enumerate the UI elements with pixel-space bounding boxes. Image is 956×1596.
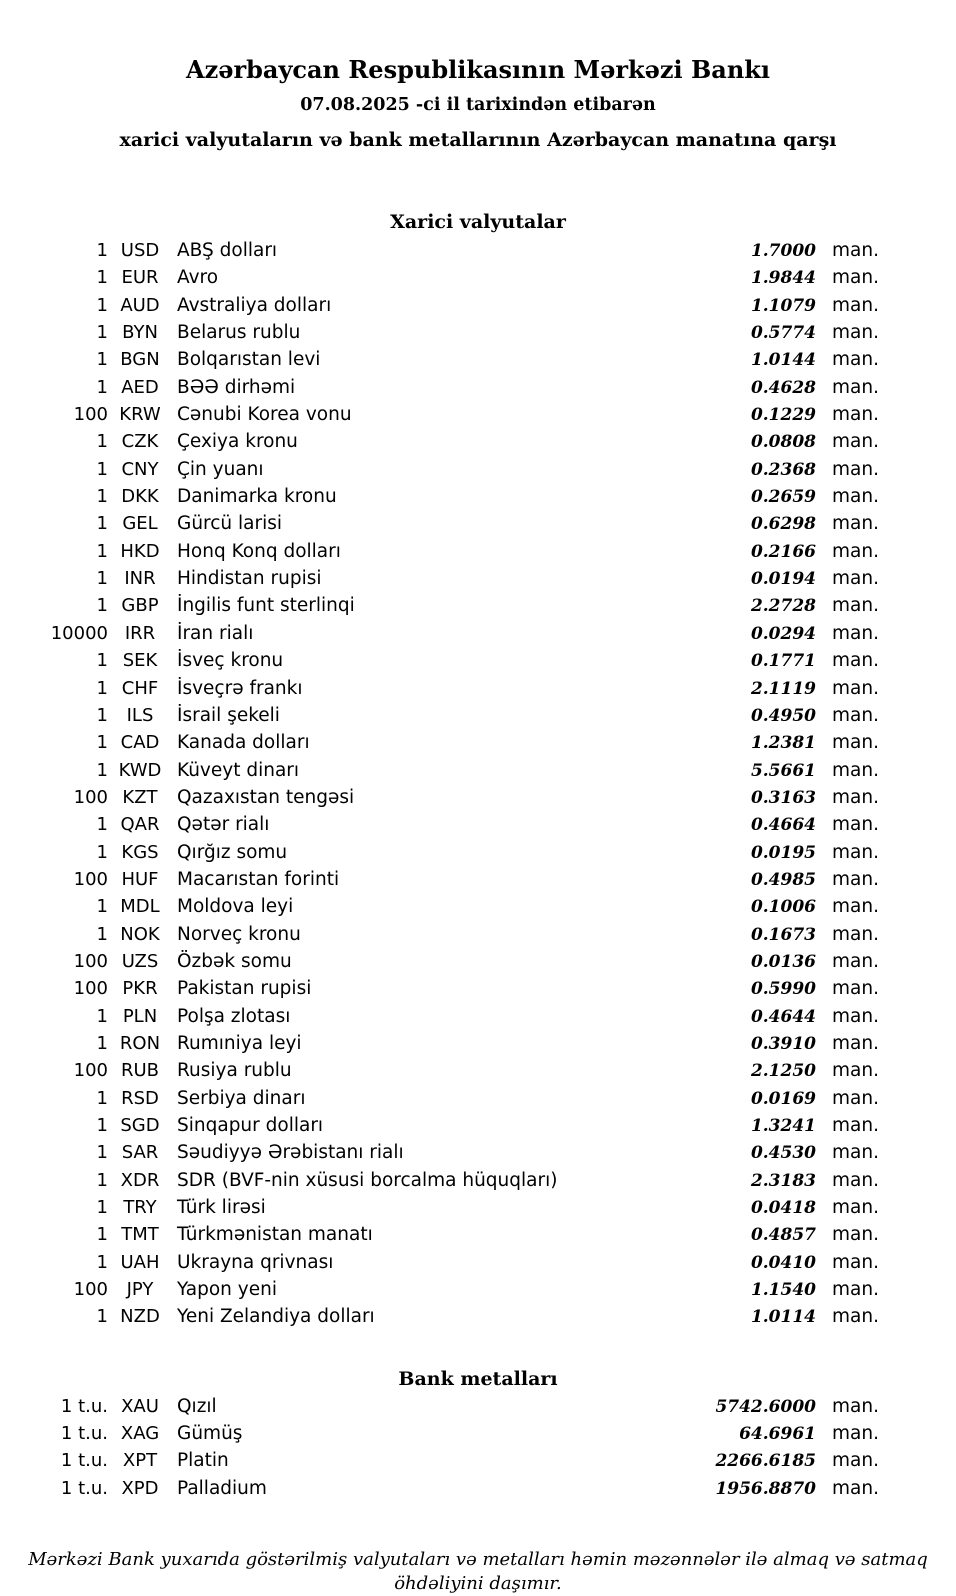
currency-name-cell: Qırğız somu bbox=[177, 841, 288, 863]
currency-code-cell: RSD bbox=[121, 1087, 159, 1109]
currency-code-cell: ILS bbox=[126, 704, 154, 726]
currency-name-cell: Çin yuanı bbox=[177, 458, 264, 480]
currency-code-cell: RON bbox=[119, 1032, 161, 1054]
unit-label-cell: man. bbox=[832, 1087, 879, 1109]
currency-name-cell: Rumıniya leyi bbox=[177, 1032, 302, 1054]
currency-name-cell: Platin bbox=[177, 1450, 229, 1472]
quantity-cell: 1 bbox=[96, 1032, 108, 1054]
unit-label-cell: man. bbox=[832, 923, 879, 945]
quantity-cell: 1 bbox=[96, 349, 108, 371]
currency-code-cell: SGD bbox=[120, 1115, 160, 1136]
currency-code-cell: HUF bbox=[121, 868, 159, 890]
unit-label-cell: man. bbox=[832, 1169, 879, 1191]
currency-code-cell: USD bbox=[120, 240, 160, 261]
quantity-cell: 1 bbox=[96, 923, 108, 945]
currency-name-cell: Gürcü larisi bbox=[177, 513, 283, 535]
currency-code-cell: PKR bbox=[122, 978, 158, 1000]
rate-value-cell: 0.2368 bbox=[750, 459, 816, 480]
currency-code-cell: AUD bbox=[120, 294, 160, 316]
unit-label-cell: man. bbox=[832, 322, 879, 344]
currency-code-cell: GEL bbox=[122, 513, 158, 535]
quantity-cell: 1 bbox=[96, 458, 108, 480]
page-title: Azərbaycan Respublikasının Mərkəzi Bankı bbox=[185, 55, 771, 84]
quantity-cell: 100 bbox=[73, 1279, 108, 1301]
quantity-cell: 10000 bbox=[50, 622, 108, 644]
rate-value-cell: 1.0144 bbox=[750, 350, 816, 371]
table-row bbox=[38, 1194, 878, 1221]
currency-code-cell: TMT bbox=[121, 1224, 159, 1246]
table-row bbox=[38, 1003, 878, 1030]
rate-value-cell: 0.2659 bbox=[750, 487, 816, 508]
currency-name-cell: Pakistan rupisi bbox=[177, 978, 312, 1000]
currency-name-cell: Cənubi Korea vonu bbox=[177, 404, 352, 426]
quantity-cell: 1 bbox=[96, 1197, 108, 1219]
currency-name-cell: Səudiyyə Ərəbistanı rialı bbox=[177, 1142, 404, 1164]
rate-value-cell: 0.3910 bbox=[750, 1033, 816, 1054]
rate-value-cell: 2.3183 bbox=[750, 1170, 816, 1191]
currency-name-cell: İsveç kronu bbox=[177, 650, 284, 672]
quantity-cell: 1 bbox=[96, 650, 108, 672]
currency-name-cell: Ukrayna qrivnası bbox=[177, 1251, 334, 1273]
table-row bbox=[38, 319, 878, 346]
rate-value-cell: 2.2728 bbox=[750, 596, 816, 617]
rate-value-cell: 64.6961 bbox=[739, 1424, 816, 1445]
table-row bbox=[38, 565, 878, 592]
currency-name-cell: BƏƏ dirhəmi bbox=[177, 376, 296, 398]
currency-code-cell: CHF bbox=[121, 677, 159, 699]
quantity-cell: 1 bbox=[96, 240, 108, 261]
unit-label-cell: man. bbox=[832, 732, 879, 754]
currency-name-cell: Polşa zlotası bbox=[177, 1005, 291, 1027]
rate-value-cell: 1.3241 bbox=[750, 1116, 816, 1136]
unit-label-cell: man. bbox=[832, 267, 879, 289]
currency-name-cell: Honq Konq dolları bbox=[177, 540, 341, 562]
table-row bbox=[38, 264, 878, 291]
quantity-cell: 1 bbox=[96, 540, 108, 562]
rate-value-cell: 2266.6185 bbox=[715, 1451, 816, 1472]
currency-name-cell: Türk lirəsi bbox=[177, 1197, 266, 1219]
quantity-cell: 1 bbox=[96, 814, 108, 836]
rate-value-cell: 0.0808 bbox=[750, 432, 816, 453]
table-row bbox=[38, 729, 878, 756]
quantity-cell: 1 bbox=[96, 294, 108, 316]
currencies-table bbox=[38, 237, 878, 1331]
currency-code-cell: CZK bbox=[121, 431, 159, 453]
currency-name-cell: İsveçrə frankı bbox=[177, 677, 303, 699]
unit-label-cell: man. bbox=[832, 896, 879, 918]
table-row bbox=[38, 948, 878, 975]
document-header bbox=[0, 0, 956, 152]
rate-value-cell: 5.5661 bbox=[750, 760, 816, 781]
rate-value-cell: 0.1771 bbox=[750, 651, 816, 672]
currency-code-cell: HKD bbox=[120, 540, 160, 562]
unit-label-cell: man. bbox=[832, 1423, 879, 1445]
currency-name-cell: Avstraliya dolları bbox=[177, 294, 332, 316]
unit-label-cell: man. bbox=[832, 1032, 879, 1054]
unit-label-cell: man. bbox=[832, 978, 879, 1000]
table-row bbox=[38, 1167, 878, 1194]
section-heading-metals: Bank metalları bbox=[398, 1367, 558, 1390]
currency-name-cell: ABŞ dolları bbox=[177, 240, 278, 261]
rate-value-cell: 0.1673 bbox=[750, 924, 816, 945]
rate-value-cell: 0.0294 bbox=[750, 623, 816, 644]
currency-name-cell: Moldova leyi bbox=[177, 896, 294, 918]
table-row bbox=[38, 1030, 878, 1057]
currency-code-cell: RUB bbox=[120, 1060, 160, 1082]
currency-code-cell: NOK bbox=[120, 923, 160, 945]
table-row bbox=[38, 1085, 878, 1112]
rate-value-cell: 0.0410 bbox=[750, 1252, 816, 1273]
rate-value-cell: 0.4857 bbox=[750, 1225, 816, 1246]
unit-label-cell: man. bbox=[832, 677, 879, 699]
footer-note: Mərkəzi Bank yuxarıda göstərilmiş valyutaları və metalları həmin məzənnələr ilə almaq və satmaq öhdəliyini daşımır. bbox=[28, 1549, 928, 1595]
currency-name-cell: Çexiya kronu bbox=[177, 431, 298, 453]
rate-value-cell: 0.4628 bbox=[750, 377, 816, 398]
table-row bbox=[38, 346, 878, 373]
currency-code-cell: QAR bbox=[120, 814, 160, 836]
unit-label-cell: man. bbox=[832, 1251, 879, 1273]
currency-code-cell: DKK bbox=[121, 486, 159, 508]
rate-value-cell: 5742.6000 bbox=[715, 1396, 816, 1417]
currency-name-cell: Serbiya dinarı bbox=[177, 1087, 306, 1109]
unit-label-cell: man. bbox=[832, 294, 879, 316]
quantity-cell: 1 t.u. bbox=[60, 1395, 108, 1417]
currency-name-cell: Türkmənistan manatı bbox=[177, 1224, 373, 1246]
unit-label-cell: man. bbox=[832, 376, 879, 398]
quantity-cell: 1 bbox=[96, 732, 108, 754]
quantity-cell: 1 t.u. bbox=[60, 1450, 108, 1472]
unit-label-cell: man. bbox=[832, 458, 879, 480]
unit-label-cell: man. bbox=[832, 1477, 879, 1499]
currency-code-cell: MDL bbox=[120, 896, 160, 918]
currency-name-cell: İngilis funt sterlinqi bbox=[177, 595, 355, 617]
unit-label-cell: man. bbox=[832, 786, 879, 808]
rate-value-cell: 0.5990 bbox=[750, 979, 816, 1000]
table-row bbox=[38, 647, 878, 674]
unit-label-cell: man. bbox=[832, 704, 879, 726]
currency-name-cell: Yeni Zelandiya dolları bbox=[177, 1306, 375, 1328]
currency-code-cell: KRW bbox=[119, 404, 161, 426]
table-row bbox=[38, 292, 878, 319]
table-row bbox=[38, 1420, 878, 1447]
table-row bbox=[38, 784, 878, 811]
unit-label-cell: man. bbox=[832, 1450, 879, 1472]
quantity-cell: 100 bbox=[73, 868, 108, 890]
rate-value-cell: 1.7000 bbox=[750, 241, 816, 261]
table-row bbox=[38, 620, 878, 647]
unit-label-cell: man. bbox=[832, 1142, 879, 1164]
subtitle: xarici valyutaların və bank metallarının Azərbaycan manatına qarşı bbox=[119, 129, 837, 151]
unit-label-cell: man. bbox=[832, 513, 879, 535]
rate-value-cell: 2.1250 bbox=[750, 1061, 816, 1082]
currency-code-cell: NZD bbox=[120, 1306, 160, 1328]
currency-code-cell: SAR bbox=[121, 1142, 159, 1164]
currency-code-cell: XDR bbox=[120, 1169, 160, 1191]
unit-label-cell: man. bbox=[832, 1224, 879, 1246]
rate-value-cell: 0.0169 bbox=[750, 1088, 816, 1109]
rate-value-cell: 1.9844 bbox=[750, 268, 816, 289]
unit-label-cell: man. bbox=[832, 814, 879, 836]
currency-code-cell: INR bbox=[124, 568, 156, 590]
unit-label-cell: man. bbox=[832, 349, 879, 371]
unit-label-cell: man. bbox=[832, 486, 879, 508]
unit-label-cell: man. bbox=[832, 431, 879, 453]
currency-code-cell: PLN bbox=[122, 1005, 158, 1027]
quantity-cell: 1 bbox=[96, 1251, 108, 1273]
table-row bbox=[38, 702, 878, 729]
currency-name-cell: Gümüş bbox=[177, 1423, 243, 1445]
currency-name-cell: İsrail şekeli bbox=[177, 704, 280, 726]
rate-value-cell: 0.1229 bbox=[750, 405, 816, 426]
currency-code-cell: JPY bbox=[126, 1279, 154, 1301]
rate-value-cell: 2.1119 bbox=[750, 678, 816, 699]
table-row bbox=[38, 811, 878, 838]
currency-code-cell: AED bbox=[121, 376, 159, 398]
quantity-cell: 1 bbox=[96, 1142, 108, 1164]
rate-value-cell: 1.2381 bbox=[750, 733, 816, 754]
rate-value-cell: 0.6298 bbox=[750, 514, 816, 535]
currency-code-cell: XAG bbox=[120, 1423, 160, 1445]
quantity-cell: 1 t.u. bbox=[60, 1477, 108, 1499]
quantity-cell: 1 bbox=[96, 896, 108, 918]
quantity-cell: 1 bbox=[96, 1306, 108, 1328]
unit-label-cell: man. bbox=[832, 622, 879, 644]
rate-value-cell: 0.3163 bbox=[750, 787, 816, 808]
currency-name-cell: Avro bbox=[177, 267, 219, 289]
rate-value-cell: 0.1006 bbox=[750, 897, 816, 918]
currency-name-cell: Macarıstan forinti bbox=[177, 868, 340, 890]
currency-code-cell: XPD bbox=[121, 1477, 159, 1499]
metals-table bbox=[38, 1393, 878, 1502]
unit-label-cell: man. bbox=[832, 1115, 879, 1136]
rate-value-cell: 0.5774 bbox=[750, 323, 816, 344]
quantity-cell: 1 bbox=[96, 1115, 108, 1136]
quantity-cell: 1 bbox=[96, 1169, 108, 1191]
quantity-cell: 100 bbox=[73, 978, 108, 1000]
currency-name-cell: Qətər rialı bbox=[177, 814, 270, 836]
currency-name-cell: Danimarka kronu bbox=[177, 486, 337, 508]
table-row bbox=[38, 839, 878, 866]
table-row bbox=[38, 893, 878, 920]
rate-value-cell: 0.4644 bbox=[750, 1006, 816, 1027]
table-row bbox=[38, 456, 878, 483]
unit-label-cell: man. bbox=[832, 650, 879, 672]
quantity-cell: 100 bbox=[73, 786, 108, 808]
currency-code-cell: SEK bbox=[122, 650, 158, 672]
unit-label-cell: man. bbox=[832, 1060, 879, 1082]
currency-code-cell: KGS bbox=[121, 841, 159, 863]
table-row bbox=[38, 1057, 878, 1084]
quantity-cell: 1 bbox=[96, 704, 108, 726]
currency-name-cell: İran rialı bbox=[177, 622, 254, 644]
table-row bbox=[38, 1393, 878, 1420]
currency-name-cell: Özbək somu bbox=[177, 950, 292, 972]
rate-value-cell: 0.4985 bbox=[750, 869, 816, 890]
table-row bbox=[38, 1475, 878, 1502]
quantity-cell: 1 t.u. bbox=[60, 1423, 108, 1445]
currency-name-cell: Hindistan rupisi bbox=[177, 568, 322, 590]
rate-value-cell: 1.1540 bbox=[750, 1280, 816, 1301]
currency-code-cell: BGN bbox=[120, 349, 160, 371]
currency-code-cell: XAU bbox=[121, 1395, 159, 1417]
unit-label-cell: man. bbox=[832, 1279, 879, 1301]
currency-name-cell: Küveyt dinarı bbox=[177, 759, 300, 781]
rate-value-cell: 0.0418 bbox=[750, 1198, 816, 1219]
table-row bbox=[38, 1303, 878, 1330]
unit-label-cell: man. bbox=[832, 404, 879, 426]
currency-name-cell: Kanada dolları bbox=[177, 732, 310, 754]
quantity-cell: 1 bbox=[96, 1005, 108, 1027]
quantity-cell: 100 bbox=[73, 950, 108, 972]
currency-name-cell: Norveç kronu bbox=[177, 923, 301, 945]
rate-value-cell: 1956.8870 bbox=[715, 1478, 816, 1499]
quantity-cell: 1 bbox=[96, 513, 108, 535]
unit-label-cell: man. bbox=[832, 595, 879, 617]
quantity-cell: 1 bbox=[96, 486, 108, 508]
quantity-cell: 100 bbox=[73, 404, 108, 426]
rate-value-cell: 0.4950 bbox=[750, 705, 816, 726]
currency-code-cell: BYN bbox=[122, 322, 158, 344]
quantity-cell: 1 bbox=[96, 431, 108, 453]
unit-label-cell: man. bbox=[832, 1395, 879, 1417]
unit-label-cell: man. bbox=[832, 841, 879, 863]
table-row bbox=[38, 1276, 878, 1303]
unit-label-cell: man. bbox=[832, 240, 879, 261]
quantity-cell: 1 bbox=[96, 1087, 108, 1109]
currency-code-cell: CAD bbox=[120, 732, 160, 754]
table-row bbox=[38, 510, 878, 537]
currency-name-cell: Palladium bbox=[177, 1477, 267, 1499]
table-row bbox=[38, 374, 878, 401]
unit-label-cell: man. bbox=[832, 759, 879, 781]
table-row bbox=[38, 975, 878, 1002]
currency-code-cell: XPT bbox=[122, 1450, 158, 1472]
currency-name-cell: Sinqapur dolları bbox=[177, 1115, 324, 1136]
rate-value-cell: 1.1079 bbox=[750, 295, 816, 316]
table-row bbox=[38, 428, 878, 455]
quantity-cell: 1 bbox=[96, 322, 108, 344]
table-row bbox=[38, 1249, 878, 1276]
rate-value-cell: 0.4530 bbox=[750, 1143, 816, 1164]
quantity-cell: 1 bbox=[96, 759, 108, 781]
currency-code-cell: TRY bbox=[123, 1197, 157, 1219]
rate-value-cell: 0.4664 bbox=[750, 815, 816, 836]
currency-code-cell: EUR bbox=[121, 267, 159, 289]
currency-code-cell: KWD bbox=[118, 759, 162, 781]
currency-name-cell: Qızıl bbox=[177, 1395, 217, 1417]
table-row bbox=[38, 483, 878, 510]
currency-name-cell: Belarus rublu bbox=[177, 322, 301, 344]
currency-code-cell: UZS bbox=[121, 950, 159, 972]
quantity-cell: 1 bbox=[96, 376, 108, 398]
unit-label-cell: man. bbox=[832, 868, 879, 890]
currency-code-cell: IRR bbox=[124, 622, 156, 644]
quantity-cell: 1 bbox=[96, 595, 108, 617]
quantity-cell: 1 bbox=[96, 677, 108, 699]
currency-name-cell: SDR (BVF-nin xüsusi borcalma hüquqları) bbox=[177, 1169, 558, 1191]
table-row bbox=[38, 592, 878, 619]
quantity-cell: 100 bbox=[73, 1060, 108, 1082]
table-row bbox=[38, 921, 878, 948]
currency-code-cell: KZT bbox=[122, 786, 158, 808]
table-row bbox=[38, 1221, 878, 1248]
table-row bbox=[38, 757, 878, 784]
table-row bbox=[38, 401, 878, 428]
table-row bbox=[38, 675, 878, 702]
rate-value-cell: 0.0136 bbox=[750, 951, 816, 972]
currency-code-cell: CNY bbox=[121, 458, 159, 480]
currency-name-cell: Yapon yeni bbox=[177, 1279, 277, 1301]
date-line: 07.08.2025 -ci il tarixindən etibarən bbox=[300, 95, 656, 115]
quantity-cell: 1 bbox=[96, 267, 108, 289]
quantity-cell: 1 bbox=[96, 841, 108, 863]
quantity-cell: 1 bbox=[96, 568, 108, 590]
table-row bbox=[38, 538, 878, 565]
unit-label-cell: man. bbox=[832, 1306, 879, 1328]
rate-value-cell: 1.0114 bbox=[750, 1307, 816, 1328]
quantity-cell: 1 bbox=[96, 1224, 108, 1246]
currency-name-cell: Qazaxıstan tengəsi bbox=[177, 786, 355, 808]
rate-value-cell: 0.0195 bbox=[750, 842, 816, 863]
unit-label-cell: man. bbox=[832, 568, 879, 590]
rate-value-cell: 0.2166 bbox=[750, 541, 816, 562]
table-row bbox=[38, 1139, 878, 1166]
unit-label-cell: man. bbox=[832, 1005, 879, 1027]
table-row bbox=[38, 866, 878, 893]
currency-code-cell: GBP bbox=[121, 595, 159, 617]
unit-label-cell: man. bbox=[832, 1197, 879, 1219]
unit-label-cell: man. bbox=[832, 540, 879, 562]
table-row bbox=[38, 1447, 878, 1474]
currency-name-cell: Bolqarıstan levi bbox=[177, 349, 321, 371]
unit-label-cell: man. bbox=[832, 950, 879, 972]
table-row bbox=[38, 237, 878, 264]
rate-value-cell: 0.0194 bbox=[750, 569, 816, 590]
table-row bbox=[38, 1112, 878, 1139]
currency-code-cell: UAH bbox=[120, 1251, 160, 1273]
currency-name-cell: Rusiya rublu bbox=[177, 1060, 292, 1082]
section-heading-currencies: Xarici valyutalar bbox=[390, 211, 566, 233]
